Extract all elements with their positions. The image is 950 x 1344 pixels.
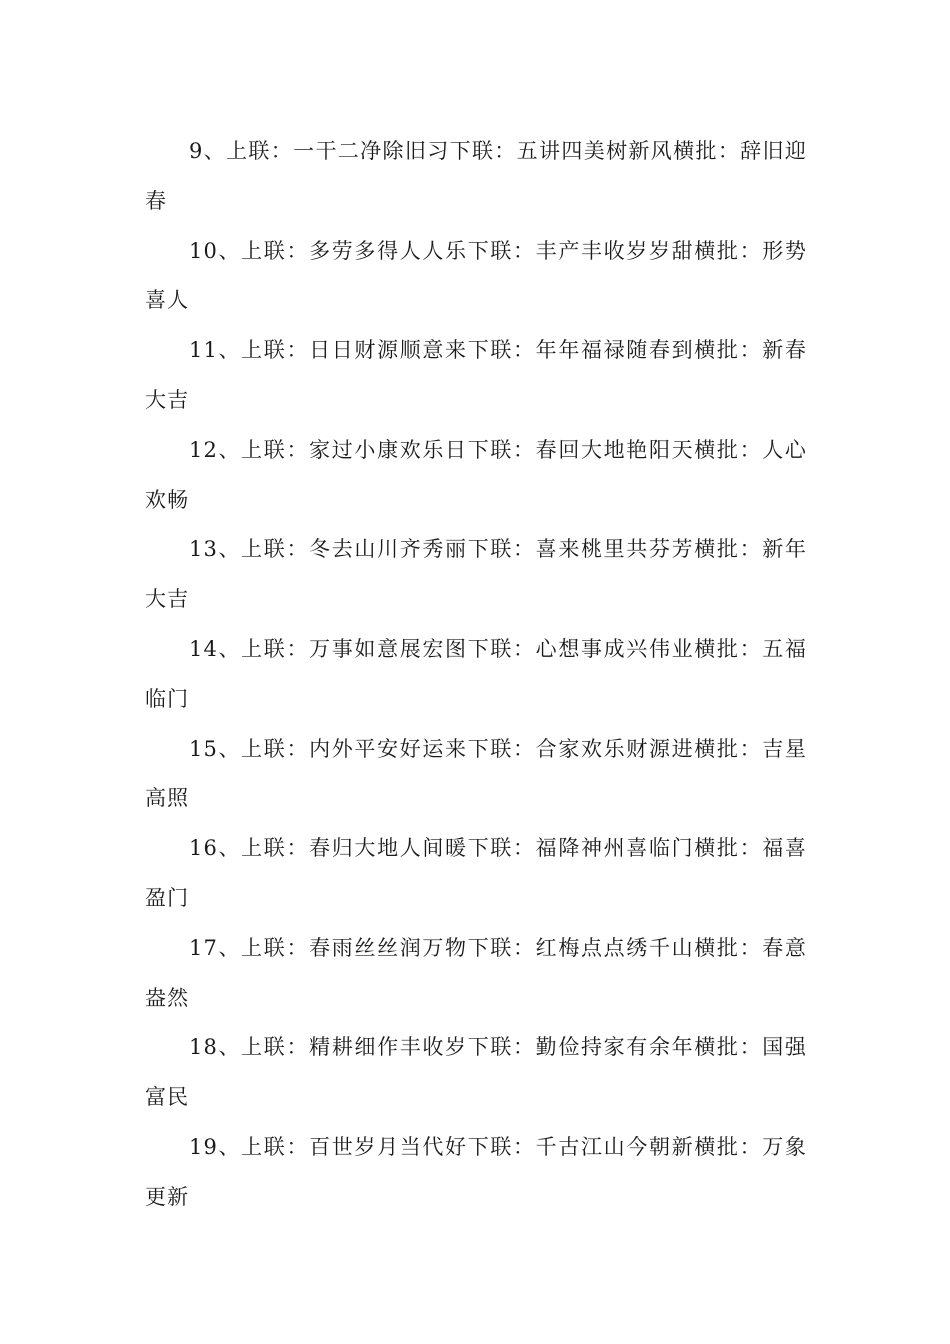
couplet-paragraph-19: 19、上联：百世岁月当代好下联：千古江山今朝新横批：万象更新 — [145, 1134, 807, 1209]
couplet-paragraph-12: 12、上联：家过小康欢乐日下联：春回大地艳阳天横批：人心欢畅 — [145, 437, 807, 512]
couplet-paragraph-14: 14、上联：万事如意展宏图下联：心想事成兴伟业横批：五福临门 — [145, 636, 807, 711]
couplet-paragraph-10: 10、上联：多劳多得人人乐下联：丰产丰收岁岁甜横批：形势喜人 — [145, 238, 807, 313]
couplet-paragraph-18: 18、上联：精耕细作丰收岁下联：勤俭持家有余年横批：国强富民 — [145, 1035, 807, 1110]
couplet-paragraph-13: 13、上联：冬去山川齐秀丽下联：喜来桃里共芬芳横批：新年大吉 — [145, 537, 807, 612]
couplet-paragraph-17: 17、上联：春雨丝丝润万物下联：红梅点点绣千山横批：春意盎然 — [145, 935, 807, 1010]
couplet-paragraph-11: 11、上联：日日财源顺意来下联：年年福禄随春到横批：新春大吉 — [145, 338, 807, 412]
couplet-paragraph-15: 15、上联：内外平安好运来下联：合家欢乐财源进横批：吉星高照 — [145, 736, 807, 811]
document-body — [145, 127, 807, 1223]
couplet-paragraph-9: 9、上联：一干二净除旧习下联：五讲四美树新风横批：辞旧迎春 — [145, 139, 807, 213]
couplet-paragraph-16: 16、上联：春归大地人间暖下联：福降神州喜临门横批：福喜盈门 — [145, 836, 807, 910]
